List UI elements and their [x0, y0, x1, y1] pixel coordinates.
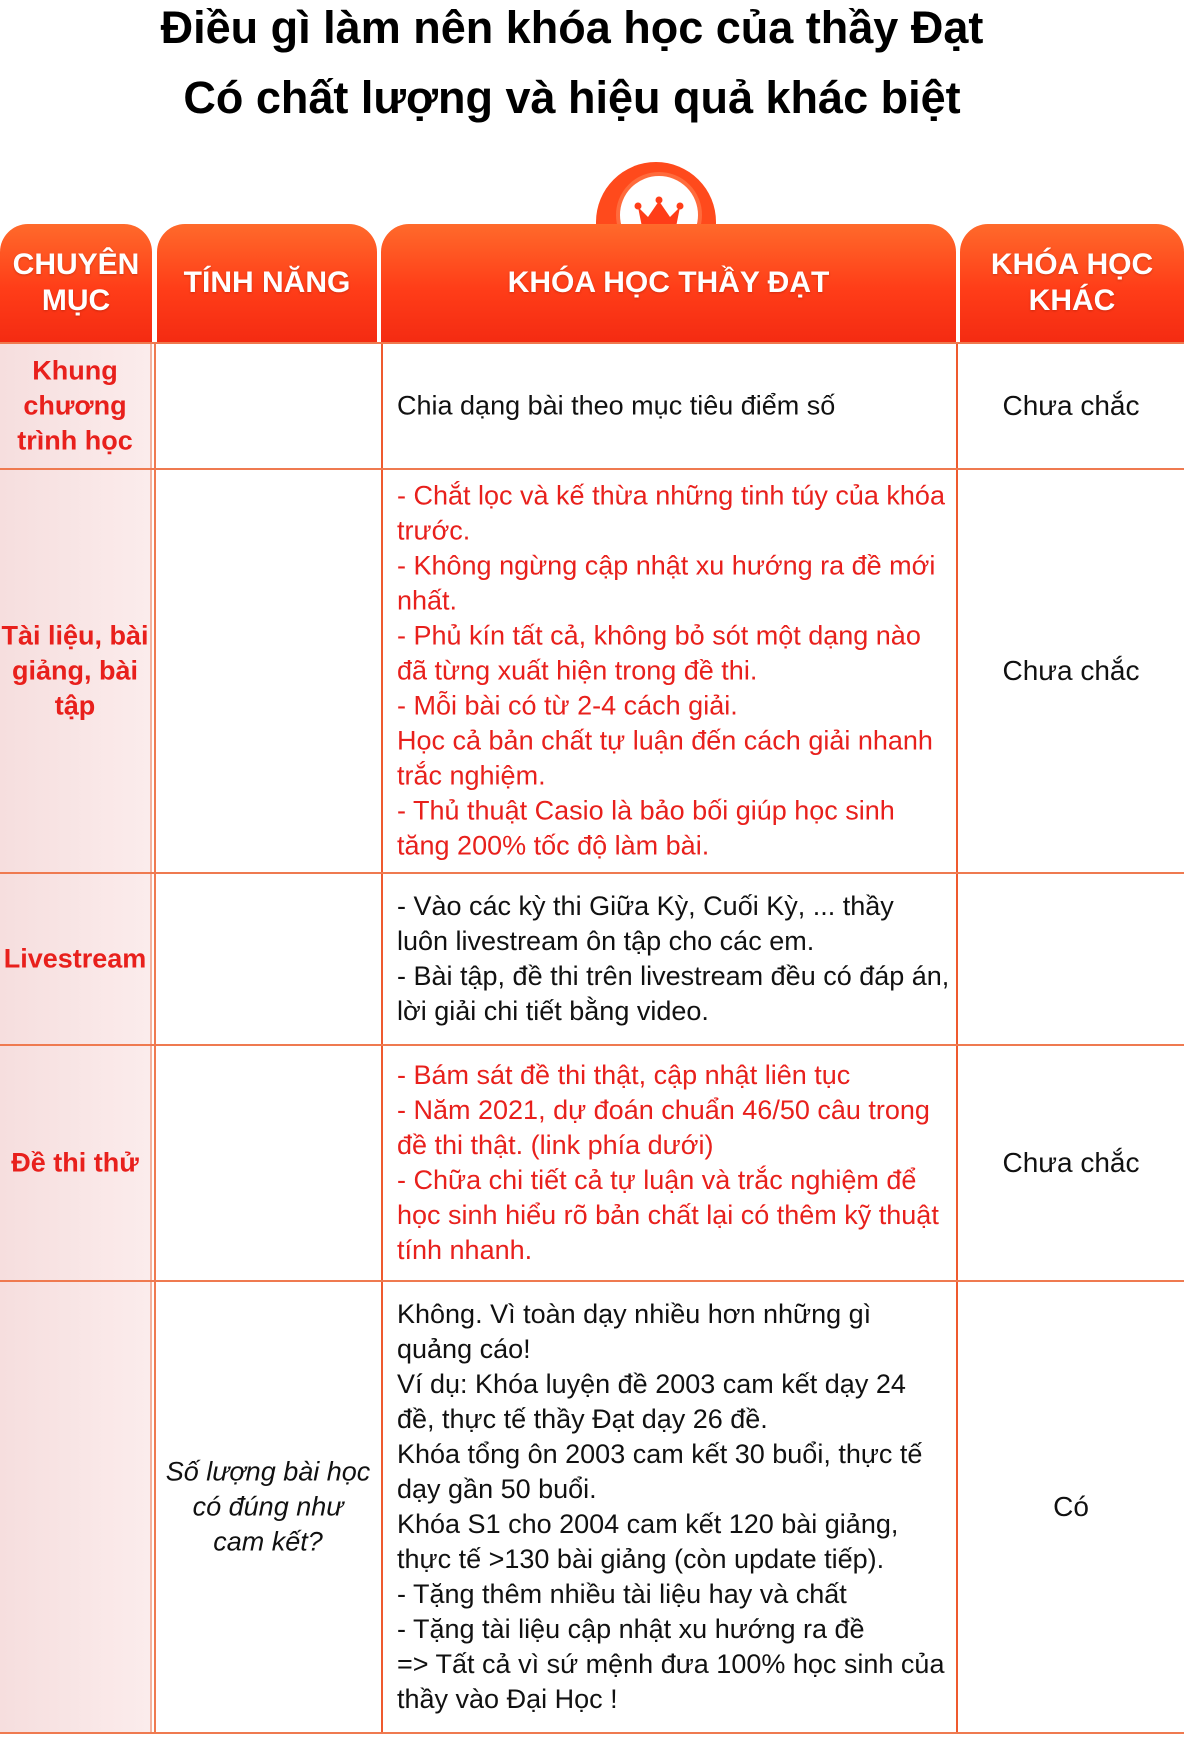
header-other-course: KHÓA HỌC KHÁC [960, 224, 1184, 342]
course-cell [381, 874, 958, 1044]
course-cell [381, 1282, 958, 1732]
header-course: KHÓA HỌC THẦY ĐẠT [381, 224, 956, 342]
category-label: Khung chương trình học [17, 355, 133, 456]
course-text: - Vào các kỳ thi Giữa Kỳ, Cuối Kỳ, ... thầy luôn livestream ôn tập cho các em. - Bài tập, đề thi trên livestream đều có đáp án, lời giải chi tiết bằng video. [397, 891, 950, 1026]
course-text: - Chắt lọc và kế thừa những tinh túy của khóa trước. - Không ngừng cập nhật xu hướng ra đề mới nhất. - Phủ kín tất cả, không bỏ sót một dạng nào đã từng xuất hiện trong đề thi. - Mỗi bài có từ 2-4 cách giải. Học cả bản chất tự luận đến cách giải nhanh trắc nghiệm. - Thủ thuật Casio là bảo bối giúp học sinh tăng 200% tốc độ làm bài. [397, 480, 945, 861]
other-cell [958, 1282, 1184, 1732]
table-row [0, 874, 1184, 1044]
course-cell [381, 344, 958, 468]
table-bottom-border [0, 1732, 1184, 1734]
feature-cell [155, 470, 381, 872]
header-category: CHUYÊN MỤC [0, 224, 152, 342]
course-text: - Bám sát đề thi thật, cập nhật liên tục - Năm 2021, dự đoán chuẩn 46/50 câu trong đề thi thật. (link phía dưới) - Chữa chi tiết cả tự luận và trắc nghiệm để học sinh hiểu rõ bản chất lại có thêm kỹ thuật tính nhanh. [397, 1060, 939, 1265]
other-value: Có [1053, 1491, 1089, 1522]
header-feature: TÍNH NĂNG [157, 224, 377, 342]
feature-cell [155, 1046, 381, 1280]
page-title-line-2: Có chất lượng và hiệu quả khác biệt [183, 72, 961, 123]
other-value: Chưa chắc [1002, 655, 1140, 686]
course-cell [381, 470, 958, 872]
table-row [0, 1282, 1184, 1732]
feature-cell [155, 874, 381, 1044]
category-cell [0, 1046, 152, 1280]
category-cell [0, 1282, 152, 1732]
category-label: Đề thi thử [11, 1147, 139, 1178]
feature-label: Số lượng bài học có đúng như cam kết? [165, 1456, 371, 1557]
other-cell [958, 470, 1184, 872]
category-label: Tài liệu, bài giảng, bài tập [1, 620, 149, 721]
other-cell [958, 874, 1184, 1044]
other-value: Chưa chắc [1002, 1147, 1140, 1178]
table-row [0, 1046, 1184, 1280]
table-row [0, 344, 1184, 468]
feature-cell [155, 344, 381, 468]
page-title-line-1: Điều gì làm nên khóa học của thầy Đạt [160, 2, 984, 53]
other-cell [958, 344, 1184, 468]
category-cell [0, 344, 152, 468]
course-text: Chia dạng bài theo mục tiêu điểm số [397, 390, 836, 421]
other-value: Chưa chắc [1002, 390, 1140, 421]
feature-cell [155, 1282, 381, 1732]
category-cell [0, 874, 152, 1044]
course-text: Không. Vì toàn dạy nhiều hơn những gì quảng cáo! Ví dụ: Khóa luyện đề 2003 cam kết dạy 24 đề, thực tế thầy Đạt dạy 26 đề. Khóa tổng ôn 2003 cam kết 30 buổi, thực tế dạy gần 50 buổi. Khóa S1 cho 2004 cam kết 120 bài giảng, thực tế >130 bài giảng (còn update tiếp). - Tặng thêm nhiều tài liệu hay và chất - Tặng tài liệu cập nhật xu hướng ra đề => Tất cả vì sứ mệnh đưa 100% học sinh của thầy vào Đại Học ! [397, 1299, 945, 1714]
category-cell [0, 470, 152, 872]
table-row [0, 470, 1184, 872]
category-label: Livestream [3, 943, 147, 974]
course-cell [381, 1046, 958, 1280]
other-cell [958, 1046, 1184, 1280]
